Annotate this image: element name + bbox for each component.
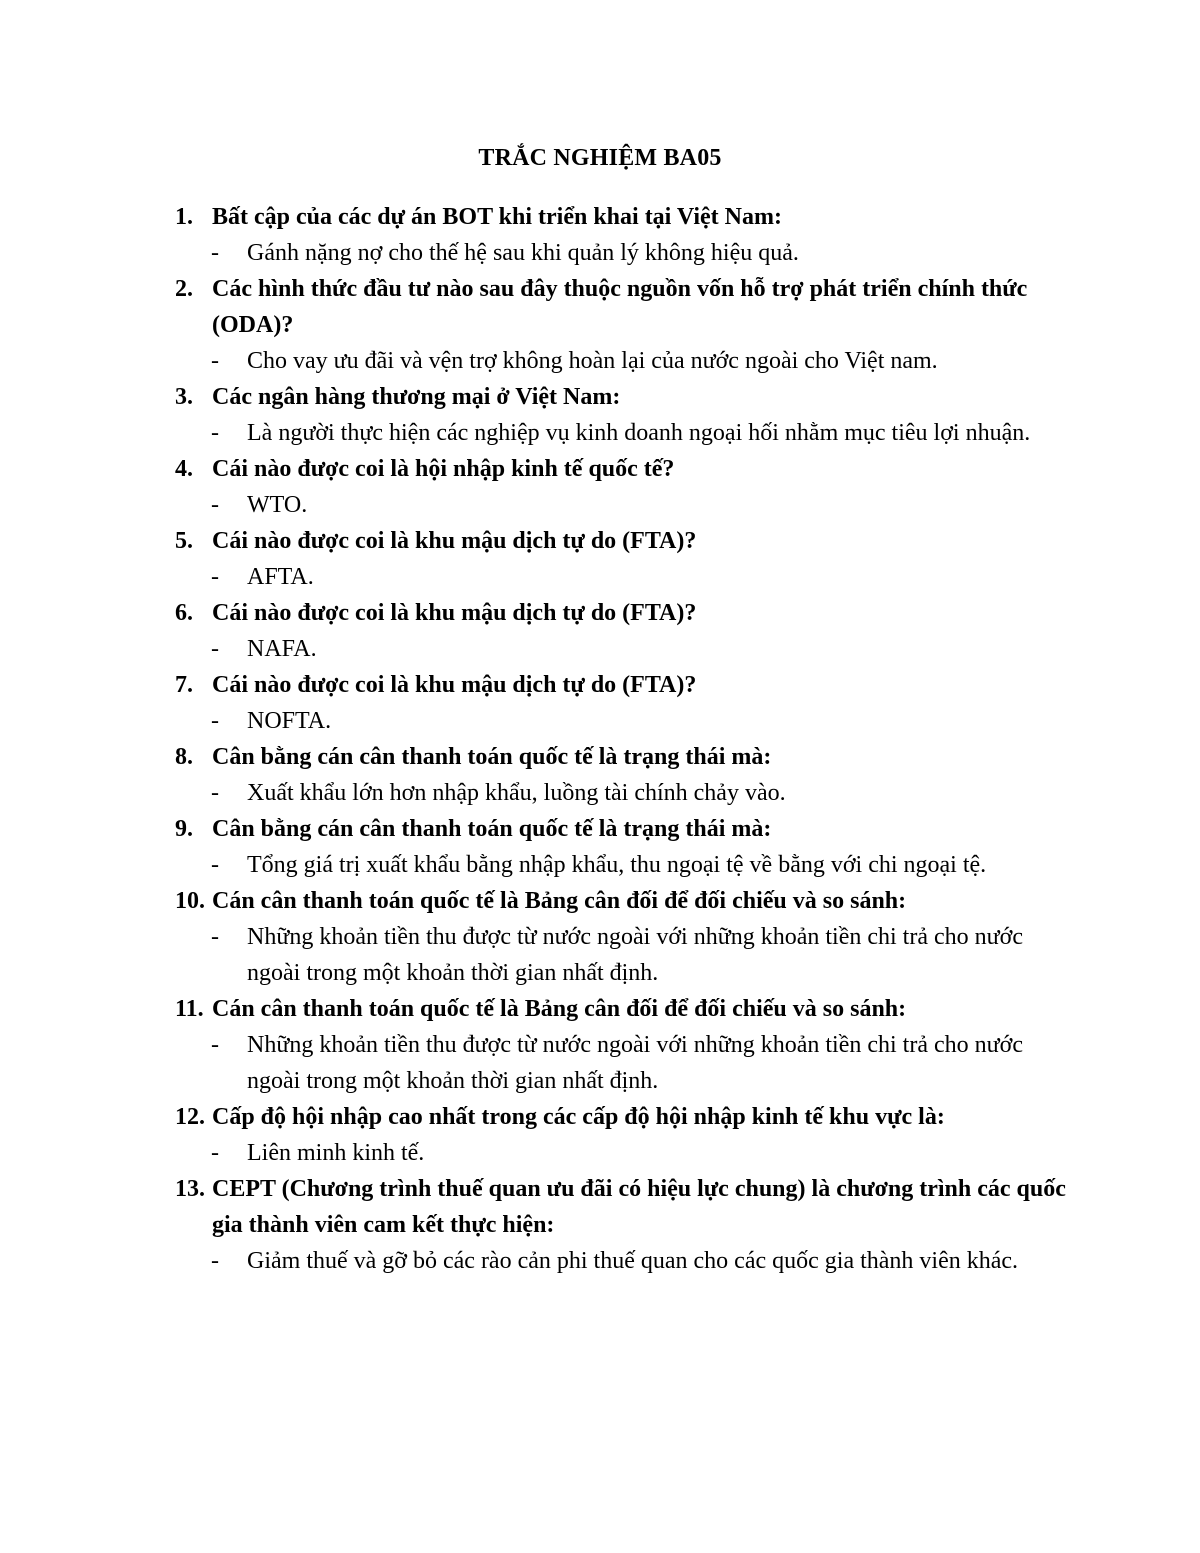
answer-dash: - [211,564,219,590]
question-text: 12. Cấp độ hội nhập cao nhất trong các cấp độ hội nhập kinh tế khu vực là: [175,1099,1075,1135]
question-item [175,199,1075,271]
page-title: TRẮC NGHIỆM BA05 [478,145,722,171]
question-number: 5. [175,528,193,554]
question-item [175,667,1075,739]
answer-text: - AFTA. [175,559,1075,595]
answer-text: - NAFA. [175,631,1075,667]
answer-dash: - [211,780,219,806]
question-item [175,451,1075,523]
question-item [175,1171,1075,1279]
question-text: 1. Bất cập của các dự án BOT khi triển khai tại Việt Nam: [175,199,1075,235]
answer-text: - Những khoản tiền thu được từ nước ngoài với những khoản tiền chi trả cho nước ngoài trong một khoản thời gian nhất định. [175,919,1075,991]
answer-text: - Liên minh kinh tế. [175,1135,1075,1171]
question-item [175,739,1075,811]
question-list [175,199,1075,1279]
answer-text: - Những khoản tiền thu được từ nước ngoài với những khoản tiền chi trả cho nước ngoài trong một khoản thời gian nhất định. [175,1027,1075,1099]
answer-dash: - [211,1032,219,1058]
answer-dash: - [211,852,219,878]
question-text: 3. Các ngân hàng thương mại ở Việt Nam: [175,379,1075,415]
question-item [175,595,1075,667]
question-number: 1. [175,204,193,230]
question-text: 5. Cái nào được coi là khu mậu dịch tự do (FTA)? [175,523,1075,559]
answer-text: - Xuất khẩu lớn hơn nhập khẩu, luồng tài chính chảy vào. [175,775,1075,811]
question-item [175,1099,1075,1171]
answer-dash: - [211,348,219,374]
question-number: 2. [175,276,193,302]
question-text: 7. Cái nào được coi là khu mậu dịch tự do (FTA)? [175,667,1075,703]
question-number: 3. [175,384,193,410]
question-text: 10. Cán cân thanh toán quốc tế là Bảng cân đối để đối chiếu và so sánh: [175,883,1075,919]
question-number: 12. [175,1104,205,1130]
answer-text: - NOFTA. [175,703,1075,739]
question-number: 4. [175,456,193,482]
question-text: 4. Cái nào được coi là hội nhập kinh tế quốc tế? [175,451,1075,487]
question-text: 9. Cân bằng cán cân thanh toán quốc tế là trạng thái mà: [175,811,1075,847]
question-number: 10. [175,888,205,914]
answer-dash: - [211,1140,219,1166]
answer-text: - Cho vay ưu đãi và vện trợ không hoàn lại của nước ngoài cho Việt nam. [175,343,1075,379]
question-number: 7. [175,672,193,698]
question-number: 9. [175,816,193,842]
answer-dash: - [211,924,219,950]
answer-dash: - [211,492,219,518]
question-number: 8. [175,744,193,770]
question-text: 6. Cái nào được coi là khu mậu dịch tự do (FTA)? [175,595,1075,631]
question-item [175,523,1075,595]
question-item [175,811,1075,883]
question-item [175,991,1075,1099]
answer-dash: - [211,240,219,266]
answer-dash: - [211,636,219,662]
question-number: 6. [175,600,193,626]
question-text: 13. CEPT (Chương trình thuế quan ưu đãi có hiệu lực chung) là chương trình các quốc gia thành viên cam kết thực hiện: [175,1171,1075,1243]
question-text: 2. Các hình thức đầu tư nào sau đây thuộc nguồn vốn hỗ trợ phát triển chính thức (ODA)? [175,271,1075,343]
question-number: 11. [175,996,204,1022]
answer-text: - WTO. [175,487,1075,523]
answer-text: - Giảm thuế và gỡ bỏ các rào cản phi thuế quan cho các quốc gia thành viên khác. [175,1243,1075,1279]
question-number: 13. [175,1176,205,1202]
answer-dash: - [211,708,219,734]
answer-text: - Là người thực hiện các nghiệp vụ kinh doanh ngoại hối nhằm mục tiêu lợi nhuận. [175,415,1075,451]
answer-dash: - [211,420,219,446]
answer-dash: - [211,1248,219,1274]
question-item [175,883,1075,991]
answer-text: - Tổng giá trị xuất khẩu bằng nhập khẩu, thu ngoại tệ về bằng với chi ngoại tệ. [175,847,1075,883]
question-text: 11. Cán cân thanh toán quốc tế là Bảng cân đối để đối chiếu và so sánh: [175,991,1075,1027]
question-item [175,379,1075,451]
question-text: 8. Cân bằng cán cân thanh toán quốc tế là trạng thái mà: [175,739,1075,775]
answer-text: - Gánh nặng nợ cho thế hệ sau khi quản lý không hiệu quả. [175,235,1075,271]
question-item [175,271,1075,379]
